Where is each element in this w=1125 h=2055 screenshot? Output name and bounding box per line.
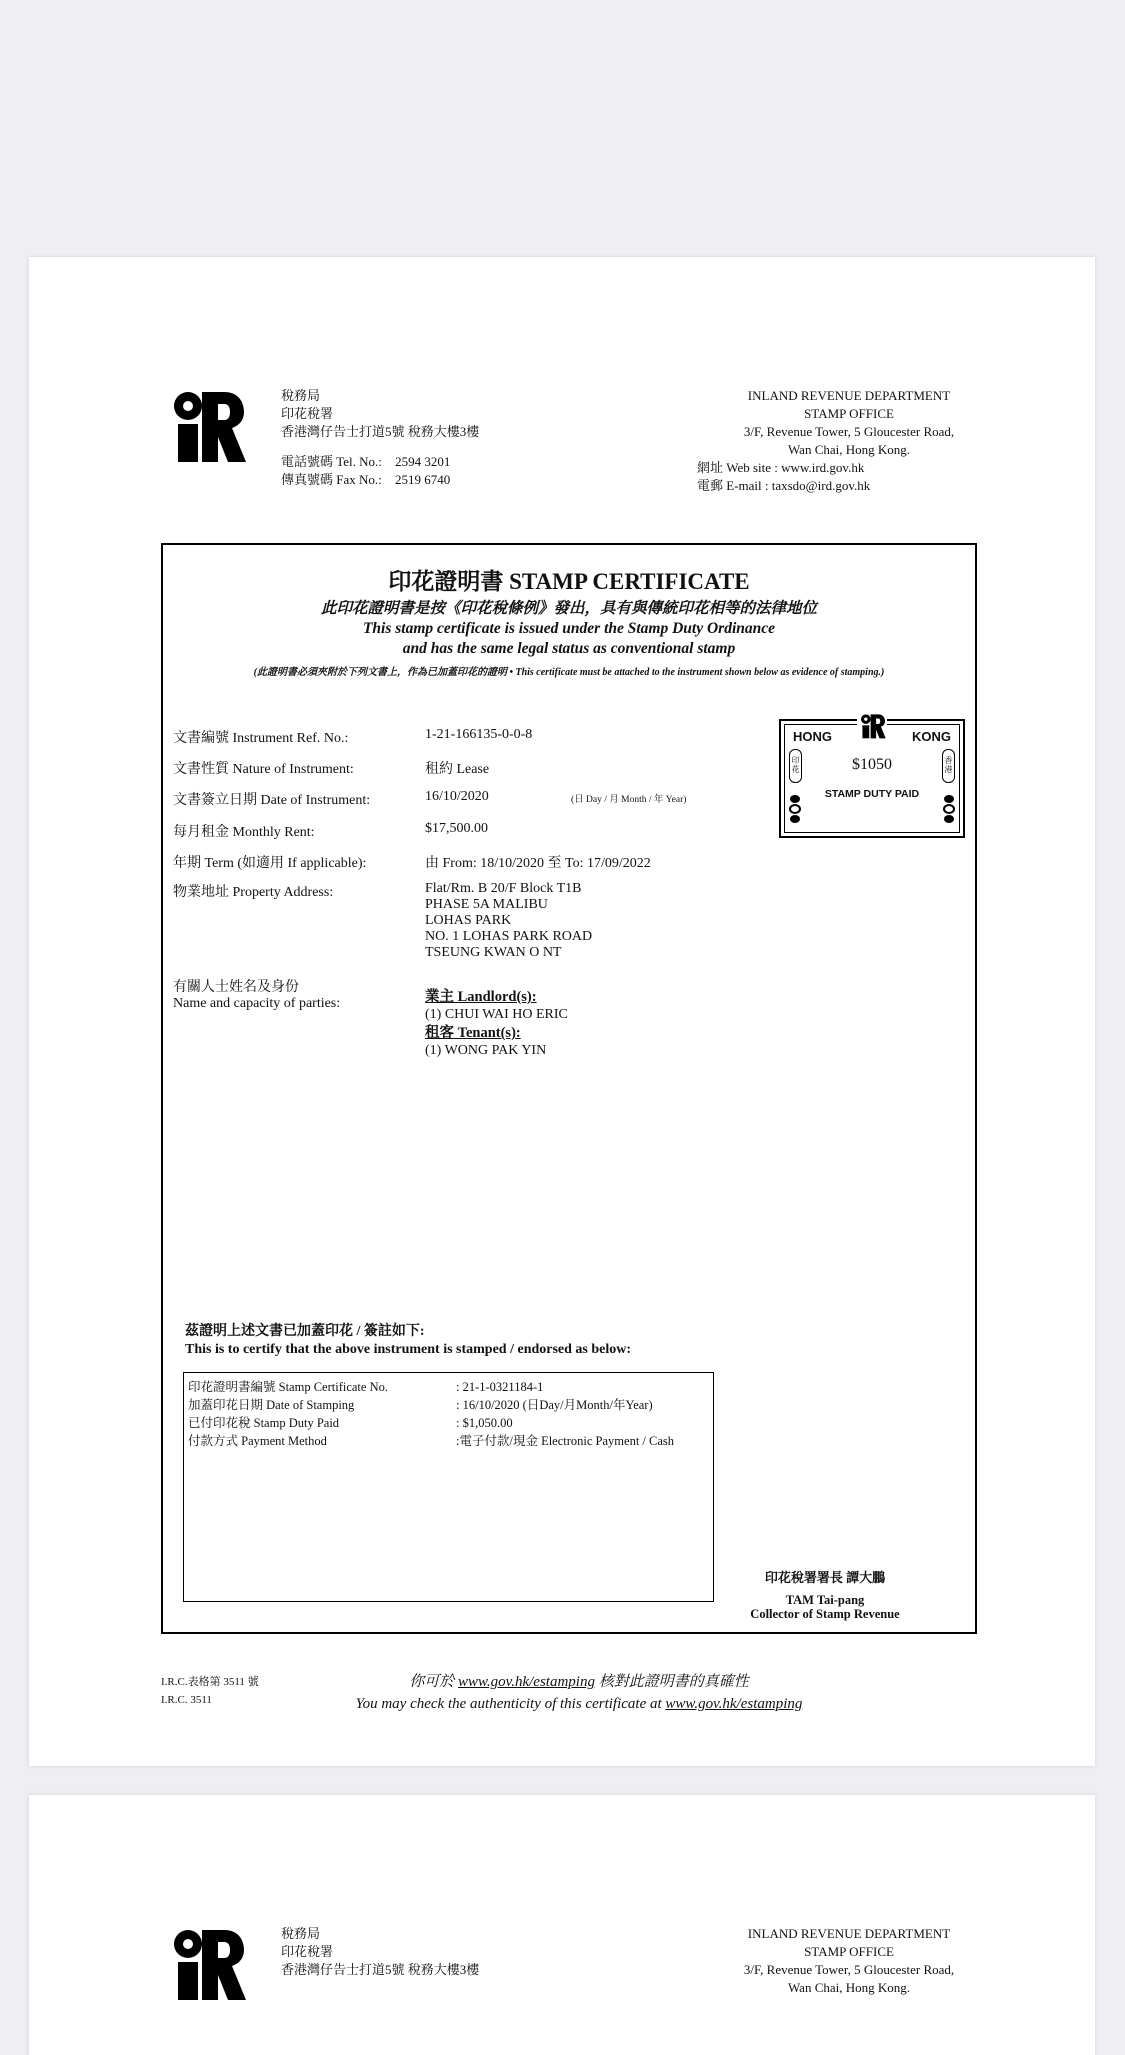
header-cn-line: 香港灣仔告士打道5號 稅務大樓3樓 bbox=[281, 1962, 480, 1977]
stamping-date-value: : 16/10/2020 (日Day/月Month/年Year) bbox=[456, 1398, 653, 1412]
stamp-duty-seal bbox=[779, 719, 965, 838]
dept-address-1: 3/F, Revenue Tower, 5 Gloucester Road, bbox=[743, 1962, 955, 1977]
address-line: LOHAS PARK bbox=[425, 913, 512, 928]
office-name: STAMP OFFICE bbox=[804, 406, 894, 421]
rent-value: $17,500.00 bbox=[425, 821, 488, 836]
stamp-cert-no-value: : 21-1-0321184-1 bbox=[456, 1380, 544, 1394]
parties bbox=[425, 988, 568, 1060]
landlord-name: (1) CHUI WAI HO ERIC bbox=[425, 1007, 568, 1022]
header-cn-line: 香港灣仔告士打道5號 稅務大樓3樓 bbox=[281, 424, 480, 439]
parties-label-cn: 有關人士姓名及身份 bbox=[173, 980, 299, 995]
subtitle-cn: 此印花證明書是按《印花稅條例》發出，具有與傳統印花相等的法律地位 bbox=[320, 600, 817, 617]
check-cn-pre: 你可於 bbox=[409, 1674, 455, 1690]
address-line: PHASE 5A MALIBU bbox=[425, 897, 548, 912]
rent-label: 每月租金 Monthly Rent: bbox=[173, 825, 315, 840]
header-cn-line: 印花稅署 bbox=[281, 406, 334, 421]
form-number bbox=[161, 1673, 259, 1709]
seal-kong: KONG bbox=[912, 729, 951, 744]
tel-number: 2594 3201 bbox=[395, 454, 451, 469]
header-cn-line: 稅務局 bbox=[281, 388, 321, 403]
check-en: You may check the authenticity of this certificate at bbox=[355, 1696, 662, 1712]
stamping-date-label: 加蓋印花日期 Date of Stamping bbox=[188, 1398, 355, 1412]
collector-name: TAM Tai-pang bbox=[785, 1593, 865, 1607]
address-line: NO. 1 LOHAS PARK ROAD bbox=[425, 929, 593, 944]
stamp-cert-no-label: 印花證明書編號 Stamp Certificate No. bbox=[188, 1380, 388, 1394]
duty-paid-value: : $1,050.00 bbox=[456, 1416, 513, 1430]
term-label: 年期 Term (如適用 If applicable): bbox=[173, 856, 367, 871]
document-page-2 bbox=[29, 1795, 1095, 2055]
certificate-subtitle bbox=[163, 599, 975, 659]
stamp-certificate bbox=[161, 543, 977, 1634]
certificate-title: 印花證明書 STAMP CERTIFICATE bbox=[388, 569, 750, 594]
subtitle-en-2: and has the same legal status as conventional stamp bbox=[402, 640, 736, 657]
address-line: TSEUNG KWAN O NT bbox=[425, 945, 562, 960]
ref-value: 1-21-166135-0-0-8 bbox=[425, 727, 533, 742]
fax-label: 傳真號碼 Fax No.: bbox=[281, 472, 382, 487]
seal-amount: $1050 bbox=[852, 756, 892, 773]
seal-ornament-icon bbox=[943, 794, 955, 824]
ref-label: 文書編號 Instrument Ref. No.: bbox=[173, 731, 349, 746]
tenant-name: (1) WONG PAK YIN bbox=[425, 1043, 547, 1058]
certify-statement bbox=[185, 1323, 631, 1359]
header-right bbox=[669, 1925, 1029, 1997]
ird-logo bbox=[166, 1926, 246, 2002]
collector-title-cn: 印花稅署署長 譚大鵬 bbox=[764, 1570, 886, 1585]
form-number-cn: I.R.C.表格第 3511 號 bbox=[161, 1676, 259, 1688]
tenant-role: 租客 Tenant(s): bbox=[425, 1025, 521, 1041]
address-label: 物業地址 Property Address: bbox=[173, 885, 334, 900]
tel-label: 電話號碼 Tel. No.: bbox=[281, 454, 382, 469]
header-right bbox=[669, 387, 1029, 495]
dept-address-2: Wan Chai, Hong Kong. bbox=[787, 1980, 911, 1995]
dept-address-2: Wan Chai, Hong Kong. bbox=[787, 442, 911, 457]
seal-badge-right: 香港 bbox=[942, 749, 955, 783]
authenticity-note bbox=[279, 1671, 879, 1715]
seal-ornament-icon bbox=[789, 794, 801, 824]
estamping-link[interactable]: www.gov.hk/estamping bbox=[458, 1674, 595, 1690]
header-left bbox=[281, 387, 479, 489]
collector-title: Collector of Stamp Revenue bbox=[750, 1607, 900, 1621]
subtitle-en-1: This stamp certificate is issued under the Stamp Duty Ordinance bbox=[362, 620, 776, 637]
certify-cn: 茲證明上述文書已加蓋印花 / 簽註如下: bbox=[185, 1324, 425, 1339]
ird-logo-small bbox=[857, 713, 887, 739]
header-cn-line: 印花稅署 bbox=[281, 1944, 334, 1959]
check-cn-post: 核對此證明書的真確性 bbox=[598, 1674, 749, 1690]
property-address bbox=[425, 881, 592, 961]
seal-hong: HONG bbox=[793, 729, 832, 744]
date-value: 16/10/2020 bbox=[425, 789, 489, 804]
dept-name: INLAND REVENUE DEPARTMENT bbox=[747, 388, 951, 403]
header-left bbox=[281, 1925, 479, 1979]
term-value: 由 From: 18/10/2020 至 To: 17/09/2022 bbox=[425, 856, 651, 871]
dept-name: INLAND REVENUE DEPARTMENT bbox=[747, 1926, 951, 1941]
parties-label-en: Name and capacity of parties: bbox=[173, 996, 341, 1011]
seal-paid-label: STAMP DUTY PAID bbox=[824, 788, 920, 800]
duty-paid-label: 已付印花稅 Stamp Duty Paid bbox=[188, 1416, 340, 1430]
seal-badge-left: 印花 bbox=[789, 749, 802, 783]
payment-method-value: :電子付款/現金 Electronic Payment / Cash bbox=[456, 1434, 675, 1448]
website: 網址 Web site : www.ird.gov.hk bbox=[697, 460, 865, 475]
date-label: 文書簽立日期 Date of Instrument: bbox=[173, 793, 371, 808]
form-number-en: I.R.C. 3511 bbox=[161, 1694, 212, 1706]
certificate-note: (此證明書必須夾附於下列文書上，作為已加蓋印花的證明 • This certificate must be attached to the instrument shown below as evidence of stamping.) bbox=[253, 667, 885, 678]
parties-label bbox=[173, 980, 340, 1012]
nature-label: 文書性質 Nature of Instrument: bbox=[173, 762, 354, 777]
dept-address-1: 3/F, Revenue Tower, 5 Gloucester Road, bbox=[743, 424, 955, 439]
stamping-details-box bbox=[183, 1372, 714, 1602]
nature-value: 租約 Lease bbox=[425, 762, 490, 777]
document-page bbox=[29, 257, 1095, 1766]
landlord-role: 業主 Landlord(s): bbox=[425, 989, 537, 1005]
email: 電郵 E-mail : taxsdo@ird.gov.hk bbox=[697, 478, 871, 493]
header-cn-line: 稅務局 bbox=[281, 1926, 321, 1941]
collector-signature bbox=[745, 1571, 905, 1621]
address-line: Flat/Rm. B 20/F Block T1B bbox=[425, 881, 582, 896]
ird-logo bbox=[166, 388, 246, 464]
date-format-hint: (日 Day / 月 Month / 年 Year) bbox=[571, 795, 687, 805]
estamping-link-en[interactable]: www.gov.hk/estamping bbox=[665, 1696, 803, 1712]
certify-en: This is to certify that the above instrument is stamped / endorsed as below: bbox=[185, 1342, 632, 1357]
office-name: STAMP OFFICE bbox=[804, 1944, 894, 1959]
fax-number: 2519 6740 bbox=[395, 472, 451, 487]
payment-method-label: 付款方式 Payment Method bbox=[188, 1434, 327, 1448]
